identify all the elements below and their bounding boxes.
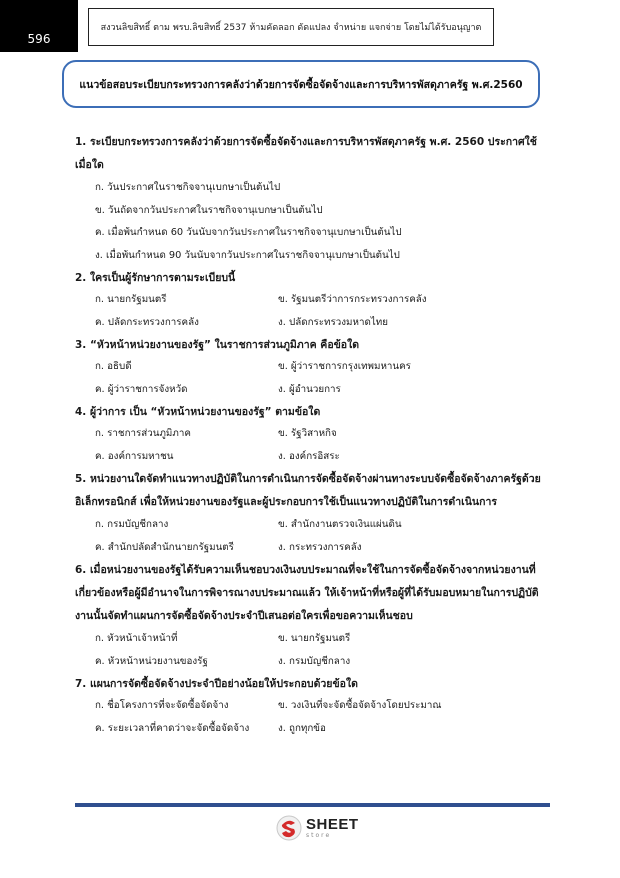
option: ข. วันถัดจากวันประกาศในราชกิจจานุเบกษาเป็นต้นไป	[95, 204, 323, 216]
sheet-store-logo	[276, 815, 359, 841]
option: ค. ปลัดกระทรวงการคลัง	[95, 316, 199, 328]
option: ก. วันประกาศในราชกิจจานุเบกษาเป็นต้นไป	[95, 182, 281, 193]
option: ง. กระทรวงการคลัง	[278, 541, 362, 553]
option: ข. สำนักงานตรวจเงินแผ่นดิน	[278, 519, 402, 530]
option: ก. ชื่อโครงการที่จะจัดซื้อจัดจ้าง	[95, 700, 229, 711]
option-row	[75, 651, 545, 674]
option: ค. ผู้ว่าราชการจังหวัด	[95, 383, 188, 395]
page-number: 596	[0, 0, 78, 52]
option: ก. หัวหน้าเจ้าหน้าที่	[95, 633, 178, 644]
option-row	[75, 423, 545, 446]
option: ค. สำนักปลัดสำนักนายกรัฐมนตรี	[95, 541, 234, 553]
option: ก. กรมบัญชีกลาง	[95, 519, 169, 530]
question-3: 3. “หัวหน้าหน่วยงานของรัฐ” ในราชการส่วนภูมิภาค คือข้อใด	[75, 339, 360, 351]
option: ง. ถูกทุกข้อ	[278, 722, 326, 734]
logo-sub-text: store	[306, 832, 332, 839]
option-row	[75, 537, 545, 560]
option: ข. ผู้ว่าราชการกรุงเทพมหานคร	[278, 361, 411, 372]
option-row	[75, 356, 545, 379]
page-title: แนวข้อสอบระเบียบกระทรวงการคลังว่าด้วยการจัดซื้อจัดจ้างและการบริหารพัสดุภาครัฐ พ.ศ.2560	[62, 60, 540, 108]
option-row	[75, 379, 545, 402]
option-row	[75, 312, 545, 335]
question-6: 6. เมื่อหน่วยงานของรัฐได้รับความเห็นชอบวงเงินงบประมาณที่จะใช้ในการจัดซื้อจัดจ้างจากหน่วยงานที่เกี่ยวข้องหรือผู้มีอำนาจในการพิจารณางบประมาณแล้ว ให้เจ้าหน้าที่หรือผู้ที่ได้รับมอบหมายในการปฏิบัติงานนั้นจัดทำแผนการจัดซื้อจัดจ้างประจำปีเสนอต่อใครเพื่อขอความเห็นชอบ	[75, 564, 539, 622]
option: ก. อธิบดี	[95, 361, 132, 372]
option: ข. วงเงินที่จะจัดซื้อจัดจ้างโดยประมาณ	[278, 700, 442, 711]
copyright-notice: สงวนลิขสิทธิ์ ตาม พรบ.ลิขสิทธิ์ 2537 ห้ามคัดลอก ดัดแปลง จำหน่าย แจกจ่าย โดยไม่ได้รับอนุญาต	[88, 8, 494, 46]
option: ก. นายกรัฐมนตรี	[95, 294, 167, 305]
sheet-logo-icon	[276, 815, 302, 841]
option: ค. เมื่อพ้นกำหนด 60 วันนับจากวันประกาศในราชกิจจานุเบกษาเป็นต้นไป	[95, 227, 402, 238]
question-5: 5. หน่วยงานใดจัดทำแนวทางปฏิบัติในการดำเนินการจัดซื้อจัดจ้างผ่านทางระบบจัดซื้อจัดจ้างภาครัฐด้วยอิเล็กทรอนิกส์ เพื่อให้หน่วยงานของรัฐและผู้ประกอบการใช้เป็นแนวทางปฏิบัติในการดำเนินการ	[75, 473, 541, 508]
option: ค. หัวหน้าหน่วยงานของรัฐ	[95, 655, 208, 667]
question-7: 7. แผนการจัดซื้อจัดจ้างประจำปีอย่างน้อยให้ประกอบด้วยข้อใด	[75, 678, 358, 690]
option: ข. รัฐมนตรีว่าการกระทรวงการคลัง	[278, 294, 427, 305]
logo-text	[306, 817, 359, 839]
option-row	[75, 718, 545, 741]
option: ง. เมื่อพ้นกำหนด 90 วันนับจากวันประกาศในราชกิจจานุเบกษาเป็นต้นไป	[95, 249, 400, 261]
option: ข. รัฐวิสาหกิจ	[278, 428, 337, 439]
option: ค. องค์การมหาชน	[95, 450, 174, 462]
option-row	[75, 514, 545, 537]
logo-main-text: SHEET	[306, 816, 359, 833]
option: ค. ระยะเวลาที่คาดว่าจะจัดซื้อจัดจ้าง	[95, 722, 250, 734]
option: ง. กรมบัญชีกลาง	[278, 655, 351, 667]
option: ง. องค์กรอิสระ	[278, 450, 340, 462]
option: ข. นายกรัฐมนตรี	[278, 633, 351, 644]
question-1: 1. ระเบียบกระทรวงการคลังว่าด้วยการจัดซื้อจัดจ้างและการบริหารพัสดุภาครัฐ พ.ศ. 2560 ประกาศใช้เมื่อใด	[75, 136, 537, 171]
option-row	[75, 289, 545, 312]
question-list	[75, 131, 545, 740]
option-row	[75, 446, 545, 469]
question-4: 4. ผู้ว่าการ เป็น “หัวหน้าหน่วยงานของรัฐ” ตามข้อใด	[75, 406, 321, 418]
option: ง. ผู้อำนวยการ	[278, 383, 341, 395]
option: ก. ราชการส่วนภูมิภาค	[95, 428, 191, 439]
question-2: 2. ใครเป็นผู้รักษาการตามระเบียบนี้	[75, 272, 236, 284]
option-row	[75, 628, 545, 651]
option-row	[75, 695, 545, 718]
footer-divider	[75, 803, 550, 807]
option: ง. ปลัดกระทรวงมหาดไทย	[278, 316, 388, 328]
